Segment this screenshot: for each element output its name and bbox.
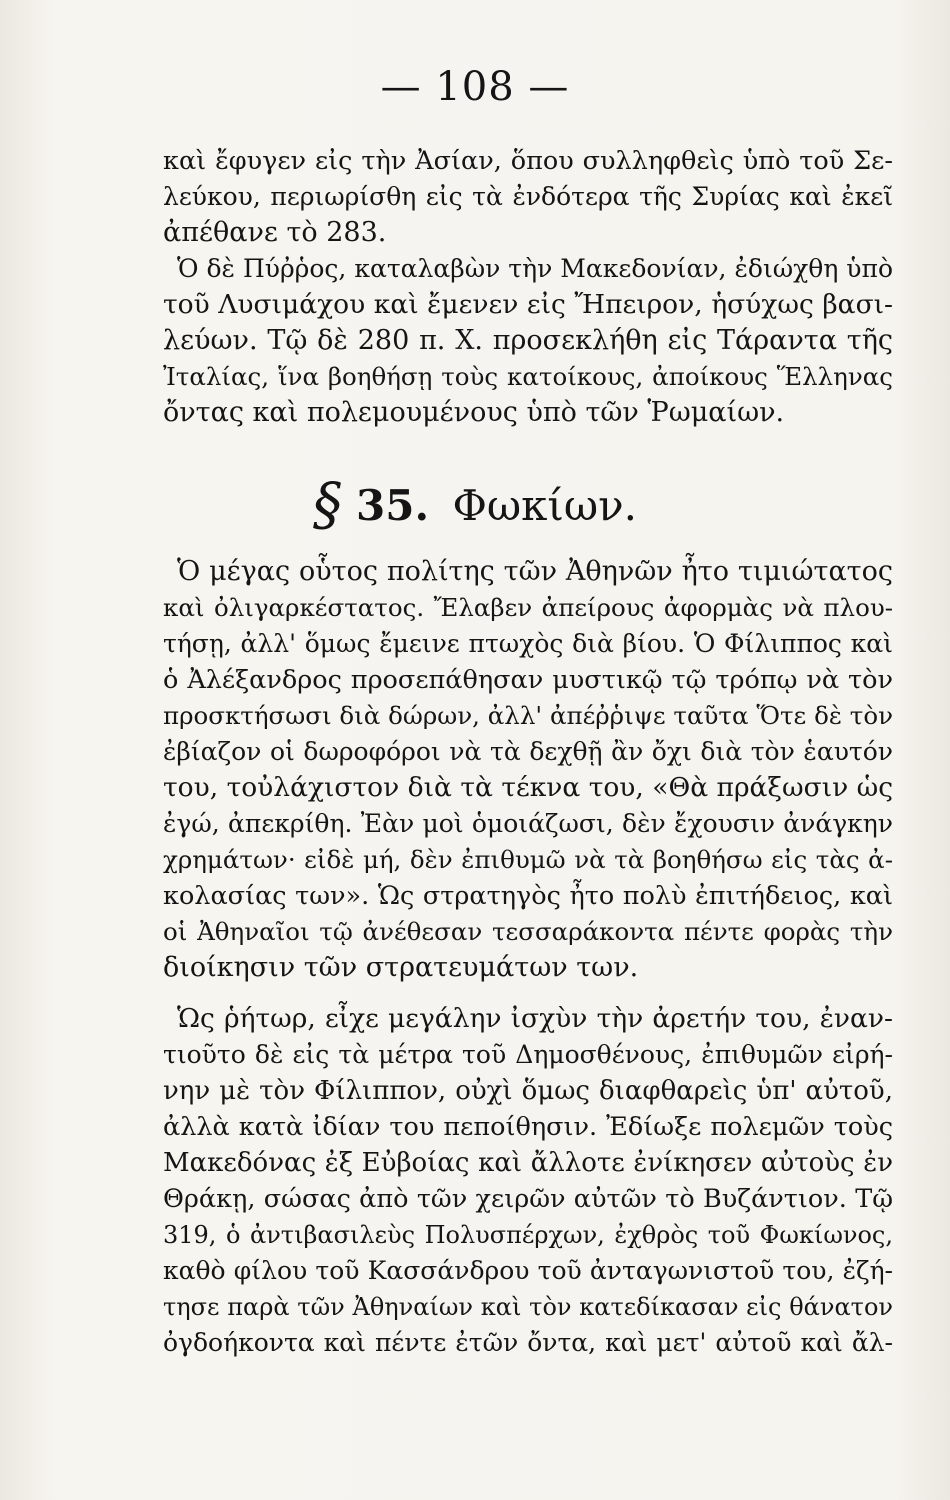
text-line: ἐγώ, ἀπεκρίθη. Ἐὰν μοὶ ὁμοιάζωσι, δὲν ἔχουσιν ἀνάγκην xyxy=(163,809,893,838)
text-line: ἐβίαζον οἱ δωροφόροι νὰ τὰ δεχθῇ ἂν ὄχι διὰ τὸν ἑαυτόν xyxy=(163,737,893,766)
paragraph-pyrrhus xyxy=(163,143,893,431)
text-line: διοίκησιν τῶν στρατευμάτων των. xyxy=(163,952,639,983)
section-mark: § xyxy=(313,470,343,538)
text-line: τήσῃ, ἀλλ' ὅμως ἔμεινε πτωχὸς διὰ βίου. Ὁ Φίλιππος καὶ xyxy=(163,629,893,658)
page-number: — 108 — xyxy=(380,64,570,110)
text-line: ὁ Ἀλέξανδρος προσεπάθησαν μυστικῷ τῷ τρόπῳ νὰ τὸν xyxy=(163,665,893,695)
text-line: Ὁ δὲ Πύῤῥος, καταλαβὼν τὴν Μακεδονίαν, ἐδιώχθη ὑπὸ xyxy=(177,254,893,283)
text-line: καὶ ἔφυγεν εἰς τὴν Ἀσίαν, ὅπου συλληφθεὶς ὑπὸ τοῦ Σε- xyxy=(163,146,893,176)
text-line: οἱ Ἀθηναῖοι τῷ ἀνέθεσαν τεσσαράκοντα πέντε φορὰς τὴν xyxy=(163,917,893,946)
text-line: Θράκῃ, σώσας ἀπὸ τῶν χειρῶν αὐτῶν τὸ Βυζάντιον. Τῷ xyxy=(163,1184,893,1214)
text-line: καθὸ φίλου τοῦ Κασσάνδρου τοῦ ἀνταγωνιστοῦ του, ἐζή- xyxy=(163,1256,893,1285)
text-line: ὄντας καὶ πολεμουμένους ὑπὸ τῶν Ῥωμαίων. xyxy=(163,397,785,428)
text-line: λεύκου, περιωρίσθη εἰς τὰ ἐνδότερα τῆς Συρίας καὶ ἐκεῖ xyxy=(163,182,893,211)
text-line: Ὁ μέγας οὗτος πολίτης τῶν Ἀθηνῶν ἦτο τιμιώτατος xyxy=(177,556,893,587)
text-line: Ἰταλίας, ἵνα βοηθήσῃ τοὺς κατοίκους, ἀποίκους Ἕλληνας xyxy=(163,362,893,391)
text-line: ὀγδοήκοντα καὶ πέντε ἐτῶν ὄντα, καὶ μετ' αὐτοῦ καὶ ἄλ- xyxy=(163,1328,893,1357)
text-line: τησε παρὰ τῶν Ἀθηναίων καὶ τὸν κατεδίκασαν εἰς θάνατον xyxy=(163,1293,893,1321)
text-line: ἀπέθανε τὸ 283. xyxy=(163,217,387,248)
text-line: χρημάτων· εἰδὲ μή, δὲν ἐπιθυμῶ νὰ τὰ βοηθήσω εἰς τὰς ἀ- xyxy=(163,845,893,874)
text-line: τοῦ Λυσιμάχου καὶ ἔμενεν εἰς Ἤπειρον, ἡσύχως βασι- xyxy=(163,289,893,320)
text-line: τιοῦτο δὲ εἰς τὰ μέτρα τοῦ Δημοσθένους, ἐπιθυμῶν εἰρή- xyxy=(163,1040,893,1069)
section-heading xyxy=(0,470,950,538)
text-line: Μακεδόνας ἐξ Εὐβοίας καὶ ἄλλοτε ἐνίκησεν αὐτοὺς ἐν xyxy=(163,1148,893,1178)
text-line: 319, ὁ ἀντιβασιλεὺς Πολυσπέρχων, ἐχθρὸς τοῦ Φωκίωνος, xyxy=(163,1221,893,1249)
text-line: προσκτήσωσι διὰ δώρων, ἀλλ' ἀπέῤῥιψε ταῦτα Ὅτε δὲ τὸν xyxy=(163,701,893,730)
paragraph-phocion-orator xyxy=(163,1001,893,1361)
text-line: νην μὲ τὸν Φίλιππον, οὐχὶ ὅμως διαφθαρεὶς ὑπ' αὐτοῦ, xyxy=(163,1076,893,1106)
text-line: Ὡς ῥήτωρ, εἶχε μεγάλην ἰσχὺν τὴν ἀρετήν του, ἐναν- xyxy=(177,1003,893,1034)
text-line: κολασίας των». Ὡς στρατηγὸς ἦτο πολὺ ἐπιτήδειος, καὶ xyxy=(163,881,893,911)
text-line: ἀλλὰ κατὰ ἰδίαν του πεποίθησιν. Ἐδίωξε πολεμῶν τοὺς xyxy=(163,1112,893,1142)
paragraph-phocion-character xyxy=(163,554,893,986)
text-line: καὶ ὀλιγαρκέστατος. Ἔλαβεν ἀπείρους ἀφορμὰς νὰ πλου- xyxy=(163,593,893,622)
text-line: λεύων. Τῷ δὲ 280 π. Χ. προσεκλήθη εἰς Τάραντα τῆς xyxy=(163,325,893,356)
section-title: Φωκίων. xyxy=(452,481,637,530)
section-number: 35. xyxy=(356,481,430,530)
text-line: του, τοὐλάχιστον διὰ τὰ τέκνα του, «Θὰ πράξωσιν ὡς xyxy=(163,772,894,803)
